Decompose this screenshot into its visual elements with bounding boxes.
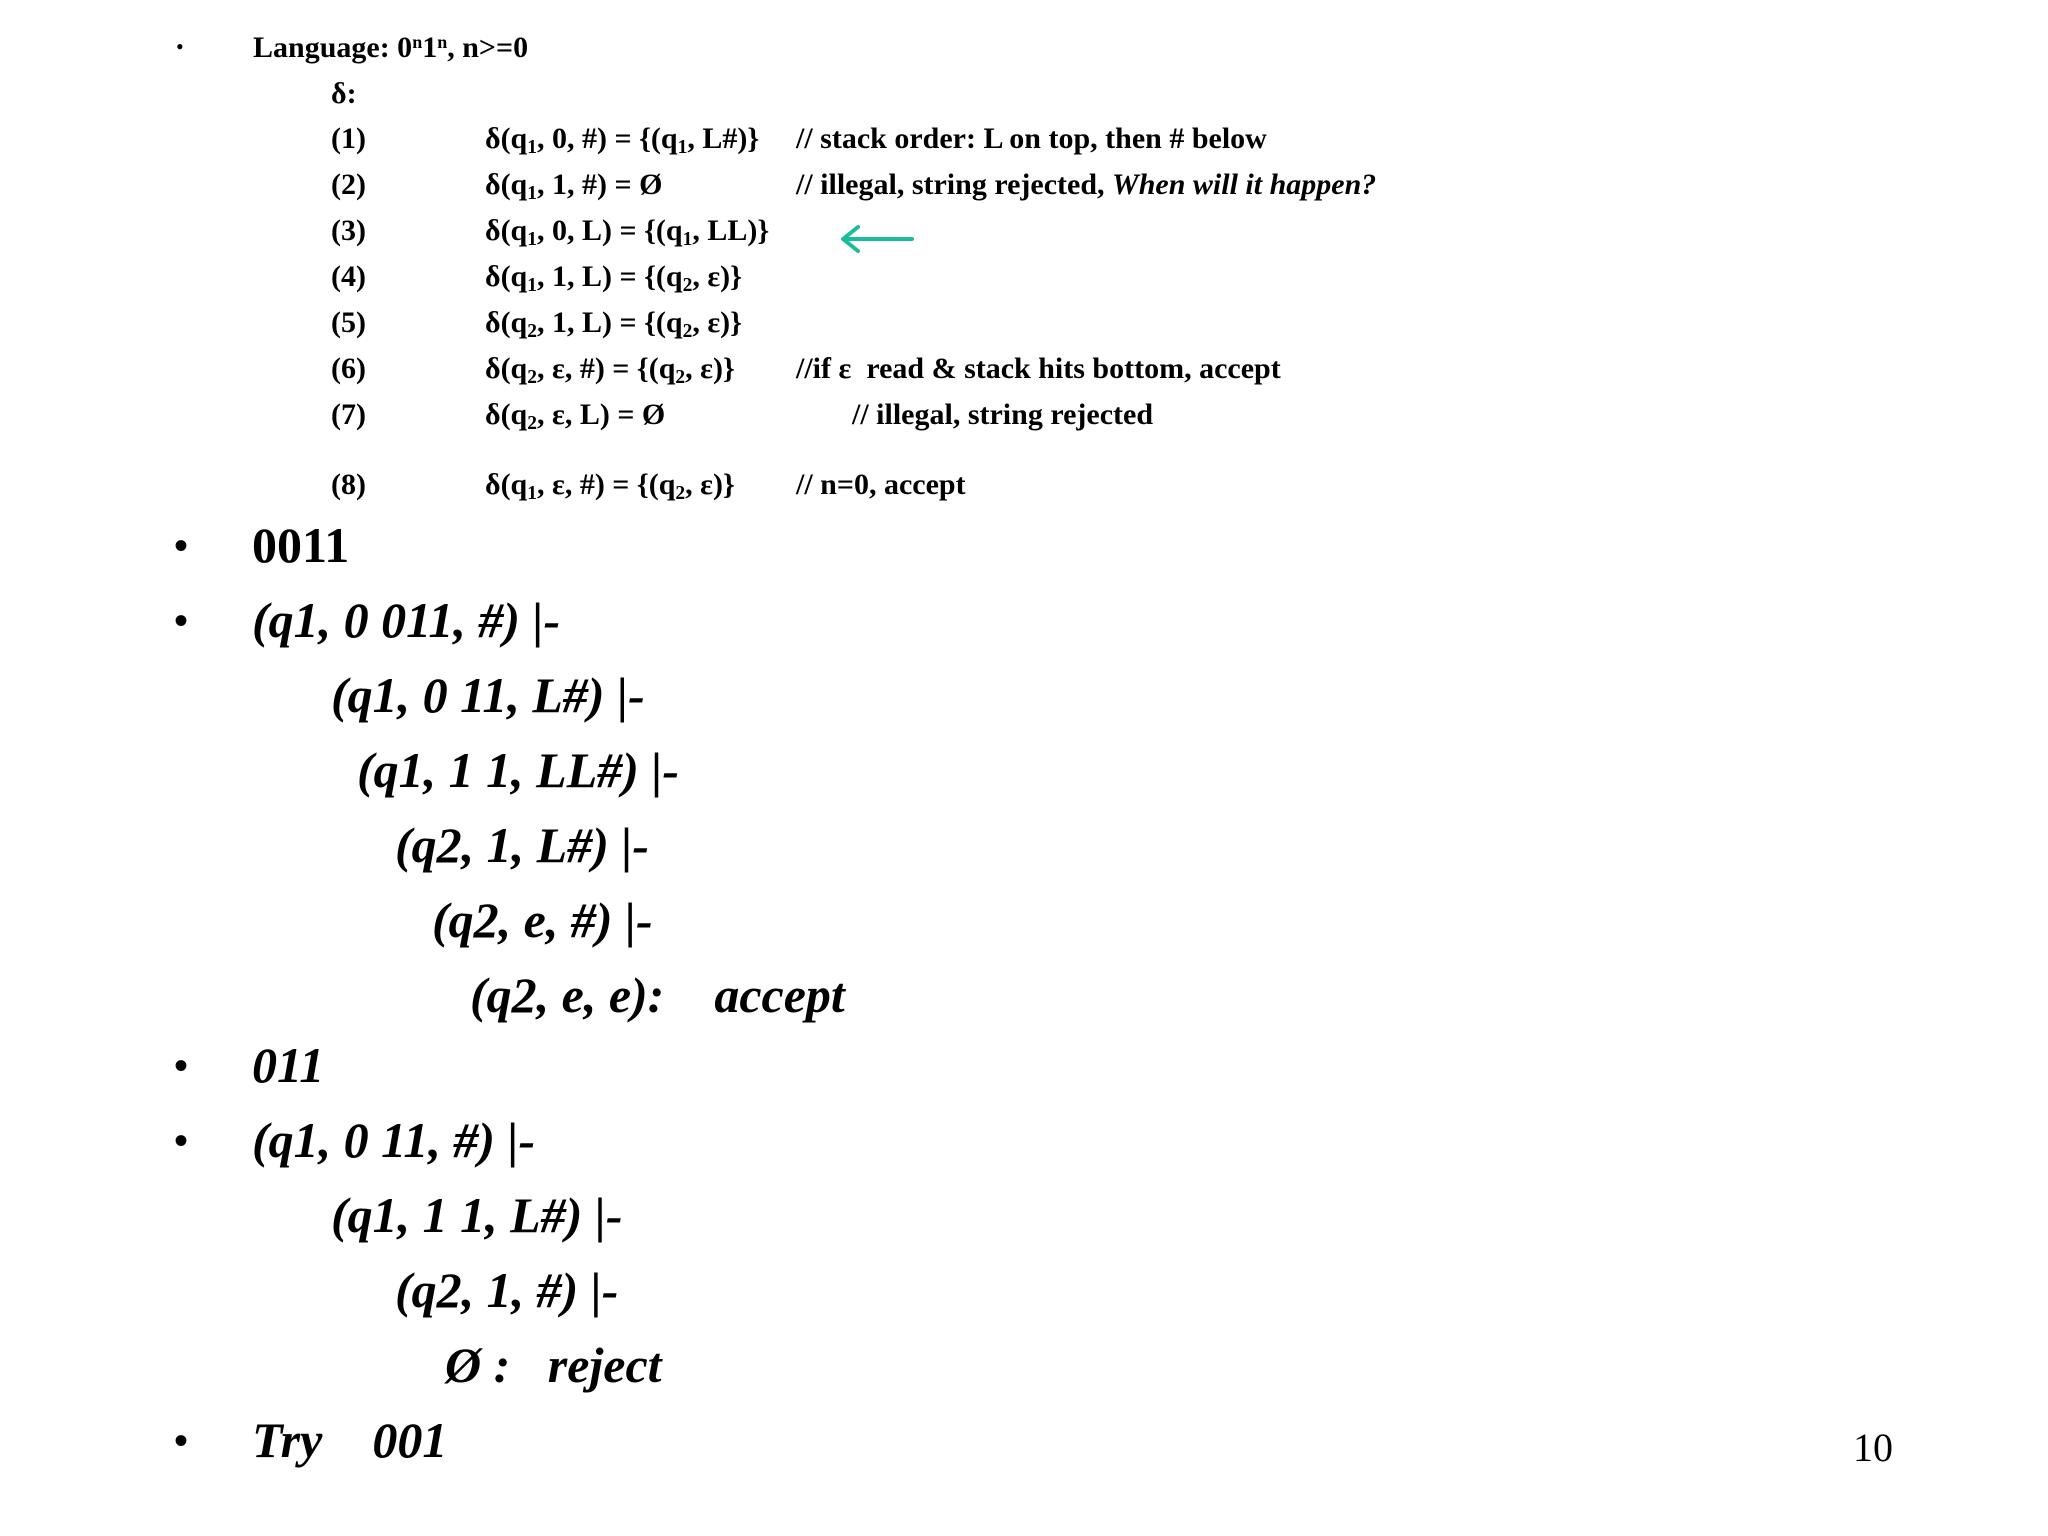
- rule-comment: [852, 397, 1153, 433]
- rule-number: (2): [331, 168, 366, 201]
- rule-formula-part: 2: [682, 274, 693, 296]
- rule-number: (5): [331, 306, 366, 339]
- rule-formula-part: δ(q: [485, 352, 528, 385]
- rule-formula-part: , 0, #) = {(q: [537, 122, 678, 155]
- rule-formula-part: , ε)}: [692, 260, 742, 293]
- rule-formula: [485, 213, 769, 249]
- rule-comment-text: //if ε read & stack hits bottom, accept: [796, 352, 1281, 385]
- try-label: Try 001: [252, 1412, 448, 1468]
- page-number: 10: [1853, 1425, 1893, 1470]
- rule-formula-part: 1: [527, 228, 537, 250]
- rule-formula-part: δ(q: [485, 122, 528, 155]
- trace-2-step-2: (q1, 1 1, L#) |-: [331, 1187, 623, 1243]
- rule-number: (4): [331, 260, 366, 293]
- rule-formula: [485, 259, 742, 295]
- rule-formula-part: δ(q: [485, 260, 528, 293]
- rule-formula-part: 1: [527, 182, 537, 204]
- rule-formula-part: 1: [677, 136, 688, 158]
- trace-1-step-5: (q2, e, #) |-: [432, 892, 653, 948]
- trace-2-step-4: Ø : reject: [445, 1337, 662, 1393]
- rule-formula-part: , L#)}: [687, 122, 760, 155]
- rule-formula-part: δ(q: [485, 214, 528, 247]
- rule-formula: [485, 467, 735, 503]
- bullet: •: [174, 598, 189, 643]
- language-mid: 1: [422, 31, 438, 64]
- rule-formula-part: , ε)}: [685, 468, 735, 501]
- rule-formula-part: δ(q: [485, 168, 528, 201]
- language-suffix: , n>=0: [447, 31, 529, 64]
- rule-comment: [796, 121, 1267, 157]
- rule-formula-part: 1: [527, 274, 537, 296]
- bullet: •: [174, 1418, 189, 1463]
- rule-formula-part: δ(q: [485, 468, 528, 501]
- rule-formula-part: 2: [527, 366, 537, 388]
- rule-number: (6): [331, 352, 366, 385]
- rule-formula-part: δ(q: [485, 398, 528, 431]
- rule-number: (8): [331, 468, 366, 501]
- rule-comment-text: // illegal, string rejected: [852, 398, 1154, 431]
- rule-formula-part: , 1, #) = Ø: [537, 168, 663, 201]
- example-2-label: 011: [252, 1037, 325, 1093]
- rule-formula-part: 2: [675, 366, 686, 388]
- trace-1-step-4: (q2, 1, L#) |-: [395, 817, 650, 873]
- rule-formula-part: 1: [527, 136, 537, 158]
- bullet: •: [176, 34, 184, 59]
- delta-label: δ:: [331, 77, 357, 110]
- rule-formula: [485, 305, 742, 341]
- trace-1-step-6: (q2, e, e): accept: [470, 967, 845, 1023]
- rule-comment-italic: When will it happen?: [1112, 168, 1377, 201]
- rule-formula-part: 1: [682, 228, 693, 250]
- trace-1-step-2: (q1, 0 11, L#) |-: [331, 667, 645, 723]
- rule-comment-text: // illegal, string rejected,: [796, 168, 1113, 201]
- language-sup-1: n: [412, 32, 423, 52]
- rule-formula-part: , 1, L) = {(q: [537, 260, 683, 293]
- rule-formula-part: 2: [527, 320, 537, 342]
- language-heading: [253, 30, 528, 66]
- rule-comment-text: // n=0, accept: [796, 468, 966, 501]
- trace-2-step-1: (q1, 0 11, #) |-: [252, 1112, 536, 1168]
- rule-formula-part: 1: [527, 482, 537, 504]
- language-sup-2: n: [437, 32, 448, 52]
- rule-formula: [485, 397, 665, 433]
- rule-formula-part: , ε, #) = {(q: [537, 468, 676, 501]
- rule-comment: [796, 467, 966, 503]
- rule-formula-part: 2: [675, 482, 686, 504]
- rule-formula-part: , ε, L) = Ø: [537, 398, 666, 431]
- rule-number: (1): [331, 122, 366, 155]
- bullet: •: [174, 523, 189, 568]
- rule-formula-part: , 1, L) = {(q: [537, 306, 683, 339]
- language-prefix: Language: 0: [253, 31, 413, 64]
- rule-formula-part: , LL)}: [692, 214, 770, 247]
- rule-number: (7): [331, 398, 366, 431]
- bullet: •: [174, 1043, 189, 1088]
- rule-comment-text: // stack order: L on top, then # below: [796, 122, 1267, 155]
- rule-formula-part: , ε)}: [685, 352, 735, 385]
- rule-formula-part: 2: [527, 412, 537, 434]
- rule-comment: [796, 351, 1281, 387]
- rule-formula-part: , 0, L) = {(q: [537, 214, 683, 247]
- example-1-label: 0011: [252, 517, 350, 573]
- rule-formula: [485, 121, 759, 157]
- rule-comment: [796, 167, 1376, 203]
- rule-formula: [485, 167, 662, 203]
- rule-formula-part: δ(q: [485, 306, 528, 339]
- trace-1-step-1: (q1, 0 011, #) |-: [252, 592, 561, 648]
- rule-formula-part: 2: [682, 320, 693, 342]
- left-arrow-icon: [838, 224, 914, 254]
- rule-formula-part: , ε)}: [692, 306, 742, 339]
- bullet: •: [174, 1118, 189, 1163]
- rule-number: (3): [331, 214, 366, 247]
- rule-formula-part: , ε, #) = {(q: [537, 352, 676, 385]
- trace-2-step-3: (q2, 1, #) |-: [395, 1262, 619, 1318]
- trace-1-step-3: (q1, 1 1, LL#) |-: [357, 742, 680, 798]
- rule-formula: [485, 351, 735, 387]
